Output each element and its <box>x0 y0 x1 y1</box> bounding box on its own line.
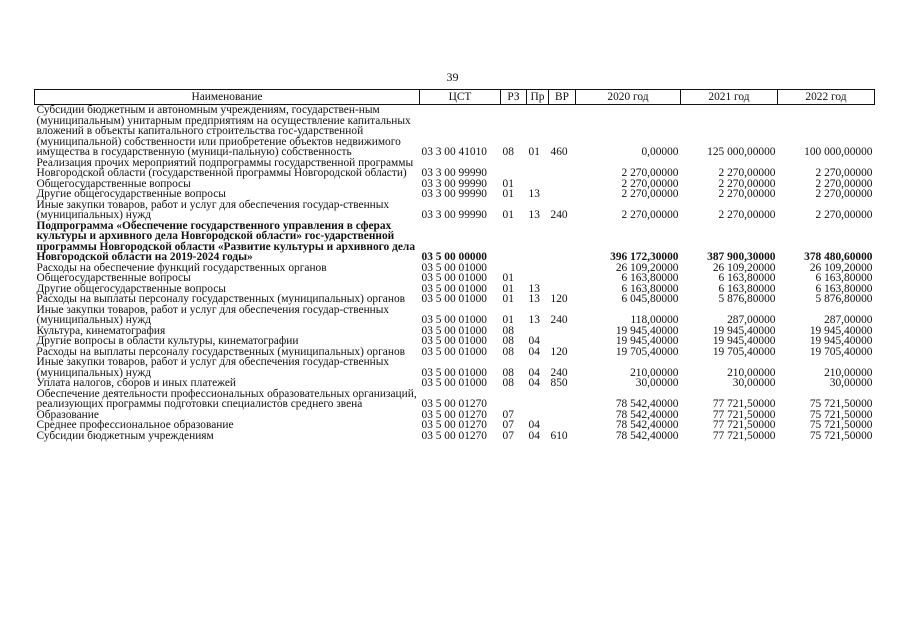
cell-y2021: 77 721,50000 <box>712 408 776 421</box>
header-pr: Пр <box>527 90 549 105</box>
cell-y2022: 6 163,80000 <box>815 272 873 284</box>
cell-y2021: 2 270,00000 <box>718 188 776 200</box>
cell-pr <box>527 221 549 263</box>
cell-cst: 03 3 00 99990 <box>421 177 487 190</box>
cell-rz: 01 <box>502 293 514 305</box>
cell-vr: 610 <box>550 429 568 442</box>
cell-vr <box>549 336 576 347</box>
cell-y2020: 2 270,00000 <box>621 177 679 190</box>
cell-rz: 01 <box>502 209 514 221</box>
table-row <box>35 378 875 389</box>
cell-name: Субсидии бюджетным и автономным учреждениям, государствен-ным (муниципальным) унитарным предприятиям на осуществление капитальных вложений в объекты капитального строительства гос-ударственной (муниципальной) собственности или приобретение объектов недвижимого имущества в государственную (муници-пальную) собственность <box>36 104 411 158</box>
cell-cst: 03 5 00 01000 <box>421 314 487 326</box>
cell-rz: 08 <box>502 377 514 389</box>
cell-cst: 03 3 00 99990 <box>421 209 487 221</box>
cell-name: Расходы на обеспечение функций государственных органов <box>36 261 327 274</box>
header-rz: РЗ <box>501 90 527 105</box>
cell-cst: 03 5 00 01000 <box>421 335 487 347</box>
cell-vr: 460 <box>550 146 568 158</box>
cell-pr <box>527 273 549 284</box>
budget-table <box>34 89 875 441</box>
table-row <box>35 189 875 200</box>
cell-y2020: 118,00000 <box>630 314 679 326</box>
cell-rz <box>501 158 527 179</box>
cell-cst: 03 5 00 01000 <box>421 293 487 305</box>
cell-cst: 03 5 00 01000 <box>421 324 487 337</box>
cell-name: Общегосударственные вопросы <box>36 177 191 190</box>
table-row <box>35 305 875 326</box>
cell-y2020: 6 163,80000 <box>621 272 679 284</box>
cell-y2021: 2 270,00000 <box>718 209 776 221</box>
cell-vr: 120 <box>550 345 568 358</box>
cell-rz: 07 <box>502 419 514 431</box>
cell-y2020: 210,00000 <box>630 366 679 379</box>
cell-pr: 04 <box>528 429 540 442</box>
cell-cst: 03 5 00 01000 <box>421 366 487 379</box>
cell-rz <box>501 389 527 410</box>
cell-cst: 03 5 00 01000 <box>421 272 487 284</box>
cell-name: Обеспечение деятельности профессиональных образовательных организаций, реализующих программы подготовки специалистов среднего звена <box>36 387 417 410</box>
page-number: 39 <box>446 70 459 84</box>
cell-y2021: 19 945,40000 <box>712 324 776 337</box>
cell-y2021: 2 270,00000 <box>718 167 776 179</box>
cell-y2020: 396 172,30000 <box>610 251 679 263</box>
cell-y2022: 2 270,00000 <box>815 209 873 221</box>
cell-y2022: 26 109,20000 <box>809 261 873 274</box>
cell-name: Иные закупки товаров, работ и услуг для обеспечения государ-ственных (муниципальных) нужд <box>36 198 390 221</box>
cell-y2022: 5 876,80000 <box>815 293 873 305</box>
cell-vr: 240 <box>550 366 568 379</box>
table-row <box>35 336 875 347</box>
cell-y2022: 100 000,00000 <box>804 146 873 158</box>
cell-name: Общегосударственные вопросы <box>36 272 191 284</box>
cell-vr <box>549 189 576 200</box>
cell-pr: 13 <box>528 282 540 295</box>
cell-rz: 01 <box>502 282 514 295</box>
cell-pr: 04 <box>528 419 540 431</box>
cell-y2020: 19 945,40000 <box>615 324 679 337</box>
cell-cst: 03 3 00 99990 <box>421 188 487 200</box>
table-body <box>35 105 875 442</box>
cell-y2021: 287,00000 <box>727 314 776 326</box>
cell-rz: 08 <box>502 335 514 347</box>
cell-cst: 03 5 00 01000 <box>421 377 487 389</box>
cell-pr: 04 <box>528 366 540 379</box>
cell-cst: 03 5 00 01270 <box>421 408 487 421</box>
cell-y2021: 19 705,40000 <box>712 345 776 358</box>
cell-cst: 03 5 00 01000 <box>421 345 487 358</box>
cell-pr: 13 <box>528 188 540 200</box>
cell-y2022: 287,00000 <box>824 314 873 326</box>
cell-pr: 13 <box>528 209 540 221</box>
cell-pr: 04 <box>528 377 540 389</box>
cell-rz: 01 <box>502 272 514 284</box>
table-row <box>35 389 875 410</box>
cell-y2022: 6 163,80000 <box>815 282 873 295</box>
cell-y2022: 378 480,60000 <box>804 251 873 263</box>
cell-cst: 03 5 00 01000 <box>421 261 487 274</box>
cell-name: Другие общегосударственные вопросы <box>36 188 226 200</box>
cell-y2021: 26 109,20000 <box>712 261 776 274</box>
cell-y2020: 6 163,80000 <box>621 282 679 295</box>
cell-y2020: 30,00000 <box>635 377 679 389</box>
cell-y2021: 77 721,50000 <box>712 419 776 431</box>
cell-vr <box>549 273 576 284</box>
header-vr: ВР <box>549 90 576 105</box>
header-2022: 2022 год <box>778 90 875 105</box>
cell-vr <box>549 420 576 431</box>
table-header-row <box>35 90 875 105</box>
cell-cst: 03 5 00 01270 <box>421 429 487 442</box>
cell-y2020: 78 542,40000 <box>615 429 679 442</box>
cell-rz: 01 <box>502 188 514 200</box>
cell-y2022: 75 721,50000 <box>809 408 873 421</box>
table-row <box>35 221 875 263</box>
cell-vr <box>549 158 576 179</box>
cell-y2020: 78 542,40000 <box>615 408 679 421</box>
cell-vr: 240 <box>550 314 568 326</box>
cell-name: Расходы на выплаты персоналу государственных (муниципальных) органов <box>36 345 406 358</box>
table-row <box>35 431 875 442</box>
cell-y2022: 2 270,00000 <box>815 167 873 179</box>
header-cst: ЦСТ <box>420 90 501 105</box>
cell-rz: 01 <box>502 314 514 326</box>
cell-y2022: 2 270,00000 <box>815 177 873 190</box>
cell-rz: 08 <box>502 366 514 379</box>
cell-name: Расходы на выплаты персоналу государственных (муниципальных) органов <box>36 293 406 305</box>
cell-y2021: 2 270,00000 <box>718 177 776 190</box>
cell-name: Иные закупки товаров, работ и услуг для обеспечения государ-ственных (муниципальных) нужд <box>36 303 390 326</box>
cell-cst: 03 3 00 41010 <box>421 146 487 158</box>
cell-cst: 03 3 00 99990 <box>421 167 487 179</box>
cell-y2021: 77 721,50000 <box>712 429 776 442</box>
cell-rz: 07 <box>502 429 514 442</box>
table-row <box>35 200 875 221</box>
cell-name: Субсидии бюджетным учреждениям <box>36 429 214 442</box>
cell-pr <box>527 158 549 179</box>
cell-y2022: 75 721,50000 <box>809 429 873 442</box>
header-2020: 2020 год <box>576 90 681 105</box>
cell-pr <box>527 263 549 274</box>
cell-cst: 03 5 00 00000 <box>421 251 487 263</box>
table-row <box>35 158 875 179</box>
cell-rz: 08 <box>502 324 514 337</box>
cell-y2020: 78 542,40000 <box>615 398 679 410</box>
cell-name: Образование <box>36 408 99 421</box>
cell-y2020: 19 945,40000 <box>615 335 679 347</box>
cell-y2022: 19 945,40000 <box>809 335 873 347</box>
cell-pr: 01 <box>528 146 540 158</box>
cell-y2021: 30,00000 <box>732 377 776 389</box>
cell-vr: 850 <box>550 377 568 389</box>
cell-vr: 240 <box>550 209 568 221</box>
header-name: Наименование <box>35 90 420 105</box>
cell-y2021: 6 163,80000 <box>718 272 776 284</box>
cell-name: Культура, кинематография <box>36 324 166 337</box>
cell-pr <box>527 389 549 410</box>
table-row <box>35 273 875 284</box>
cell-cst: 03 5 00 01000 <box>421 282 487 295</box>
cell-y2021: 6 163,80000 <box>718 282 776 295</box>
cell-y2021: 387 900,30000 <box>707 251 776 263</box>
cell-y2020: 19 705,40000 <box>615 345 679 358</box>
cell-y2022: 2 270,00000 <box>815 188 873 200</box>
cell-y2020: 0,00000 <box>641 146 679 158</box>
cell-pr: 04 <box>528 335 540 347</box>
cell-rz: 08 <box>502 345 514 358</box>
cell-name: Другие вопросы в области культуры, кинематографии <box>36 335 299 347</box>
cell-y2020: 2 270,00000 <box>621 167 679 179</box>
cell-y2021: 19 945,40000 <box>712 335 776 347</box>
cell-y2022: 75 721,50000 <box>809 398 873 410</box>
cell-vr <box>549 326 576 337</box>
cell-name: Подпрограмма «Обеспечение государственного управления в сферах культуры и архивного дела Новгородской области» гос-ударственной программы Новгородской области «Развитие культуры и архивного дела Новгородской области на 2019-2024 годы» <box>36 219 416 263</box>
header-2021: 2021 год <box>681 90 778 105</box>
cell-cst: 03 5 00 01270 <box>421 419 487 431</box>
cell-cst: 03 5 00 01270 <box>421 398 487 410</box>
cell-vr <box>549 221 576 263</box>
table-row <box>35 294 875 305</box>
cell-vr <box>549 410 576 421</box>
table-row <box>35 357 875 378</box>
cell-vr: 120 <box>550 293 568 305</box>
cell-y2020: 26 109,20000 <box>615 261 679 274</box>
cell-name: Другие общегосударственные вопросы <box>36 282 226 295</box>
cell-rz: 08 <box>502 146 514 158</box>
cell-name: Среднее профессиональное образование <box>36 419 234 431</box>
cell-y2020: 2 270,00000 <box>621 209 679 221</box>
cell-vr <box>549 389 576 410</box>
cell-pr: 04 <box>528 345 540 358</box>
cell-vr <box>549 263 576 274</box>
cell-y2022: 75 721,50000 <box>809 419 873 431</box>
cell-name: Уплата налогов, сборов и иных платежей <box>36 377 236 389</box>
cell-rz <box>501 221 527 263</box>
cell-y2020: 2 270,00000 <box>621 188 679 200</box>
cell-vr <box>549 179 576 190</box>
table-row <box>35 105 875 158</box>
cell-y2022: 19 705,40000 <box>809 345 873 358</box>
cell-y2021: 210,00000 <box>727 366 776 379</box>
table-row <box>35 420 875 431</box>
cell-pr: 13 <box>528 314 540 326</box>
cell-rz: 07 <box>502 408 514 421</box>
cell-y2020: 6 045,80000 <box>621 293 679 305</box>
cell-y2021: 5 876,80000 <box>718 293 776 305</box>
cell-y2022: 210,00000 <box>824 366 873 379</box>
cell-y2021: 125 000,00000 <box>707 146 776 158</box>
cell-pr: 13 <box>528 293 540 305</box>
cell-y2022: 30,00000 <box>829 377 873 389</box>
cell-y2022: 19 945,40000 <box>809 324 873 337</box>
cell-name: Иные закупки товаров, работ и услуг для обеспечения государ-ственных (муниципальных) нужд <box>36 356 390 379</box>
cell-name: Реализация прочих мероприятий подпрограммы государственной программы Новгородской области (государственной программы Новгородской области) <box>36 156 414 179</box>
cell-rz: 01 <box>502 177 514 190</box>
cell-y2020: 78 542,40000 <box>615 419 679 431</box>
cell-y2021: 77 721,50000 <box>712 398 776 410</box>
